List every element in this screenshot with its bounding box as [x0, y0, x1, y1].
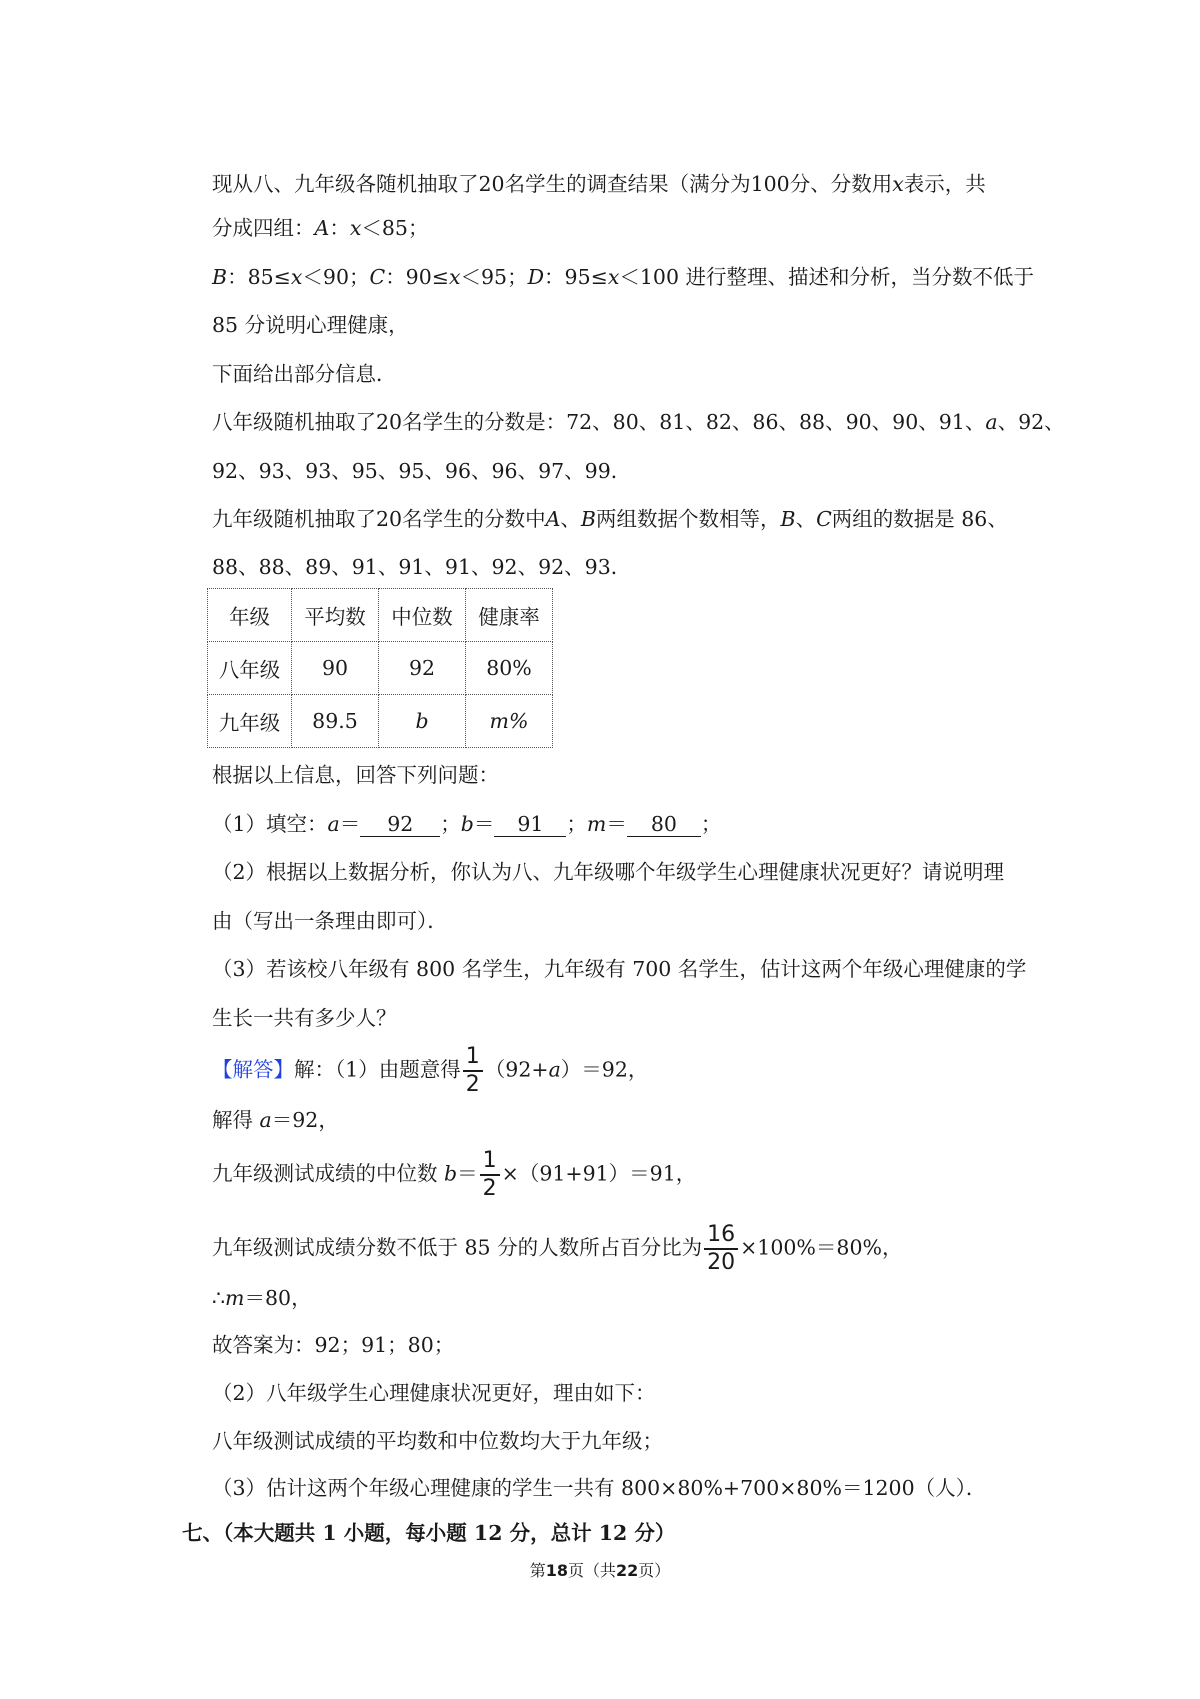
- table-header-cell: 中位数: [379, 589, 466, 642]
- fraction-half: $\frac{1}{2}$: [463, 1046, 483, 1096]
- solution-step-6: 故答案为：92；91；80；: [212, 1333, 455, 1357]
- stats-table: [207, 588, 553, 748]
- intro-line-4: 85 分说明心理健康，: [212, 313, 409, 337]
- answer-b-blank: 91: [494, 812, 566, 837]
- table-cell: m%: [466, 695, 553, 748]
- table-cell: b: [379, 695, 466, 748]
- questions-lead: 根据以上信息，回答下列问题：: [212, 763, 499, 787]
- page-number: 18: [545, 1561, 568, 1580]
- table-cell: 80%: [466, 642, 553, 695]
- section-title: 七、（本大题共 1 小题，每小题 12 分，总计 12 分）: [182, 1521, 676, 1545]
- grade9-scores-line-2: 88、88、89、91、91、91、92、92、93．: [212, 555, 632, 579]
- table-cell: 90: [292, 642, 379, 695]
- table-row: [208, 642, 553, 695]
- answer-a-blank: 92: [360, 812, 440, 837]
- page-total: 22: [616, 1561, 639, 1580]
- solution-step-5: ∴m＝80，: [212, 1286, 312, 1310]
- intro-line-5: 下面给出部分信息．: [212, 362, 397, 386]
- fraction-16-20: $\frac{16}{20}$: [704, 1224, 738, 1274]
- question-3-line-2: 生长一共有多少人？: [212, 1006, 397, 1030]
- intro-line-1: 现从八、九年级各随机抽取了20名学生的调查结果（满分为100分、分数用x表示，共: [212, 172, 986, 196]
- grade8-scores-line-2: 92、93、93、95、95、96、96、97、99．: [212, 459, 632, 483]
- solution-step-3: 九年级测试成绩的中位数 b＝ $\frac{1}{2}$ ×（91+91）＝91，: [212, 1148, 697, 1201]
- solution-tag: 【解答】: [212, 1057, 294, 1082]
- grade9-scores-line-1: 九年级随机抽取了20名学生的分数中A、B两组数据个数相等，B、C两组的数据是 86、: [212, 507, 1008, 531]
- intro-line-3: B：85≤x＜90；C：90≤x＜95；D：95≤x＜100 进行整理、描述和分析，当分数不低于: [212, 265, 1035, 289]
- solution-step-7: （2）八年级学生心理健康状况更好，理由如下：: [212, 1381, 656, 1405]
- table-header-cell: 年级: [208, 589, 292, 642]
- table-header-cell: 平均数: [292, 589, 379, 642]
- grade8-scores-line-1: 八年级随机抽取了20名学生的分数是：72、80、81、82、86、88、90、90、91、a、92、: [212, 410, 1065, 434]
- solution-step-8: 八年级测试成绩的平均数和中位数均大于九年级；: [212, 1429, 663, 1453]
- intro-line-2: 分成四组：A：x＜85；: [212, 216, 429, 240]
- answer-m-blank: 80: [627, 812, 701, 837]
- table-header-row: [208, 589, 553, 642]
- solution-step-2: 解得 a＝92，: [212, 1108, 339, 1132]
- question-2-line-2: 由（写出一条理由即可）．: [212, 909, 448, 933]
- question-2-line-1: （2）根据以上数据分析，你认为八、九年级哪个年级学生心理健康状况更好？请说明理: [212, 860, 1005, 884]
- table-cell: 92: [379, 642, 466, 695]
- table-cell: 九年级: [208, 695, 292, 748]
- table-cell: 八年级: [208, 642, 292, 695]
- solution-step-4: 九年级测试成绩分数不低于 85 分的人数所占百分比为 $\frac{16}{20}$ ×100%＝80%，: [212, 1222, 903, 1275]
- question-1: （1）填空：a＝ 92 ；b＝ 91 ；m＝ 80 ；: [212, 812, 722, 836]
- page-footer: 第18页（共22页）: [529, 1561, 671, 1580]
- table-cell: 89.5: [292, 695, 379, 748]
- fraction-half: $\frac{1}{2}$: [480, 1150, 500, 1200]
- solution-step-9: （3）估计这两个年级心理健康的学生一共有 800×80%+700×80%＝1200（人）．: [212, 1476, 987, 1500]
- table-row: [208, 695, 553, 748]
- solution-step-1: 【解答】解：（1）由题意得 $\frac{1}{2}$ （92+a）＝92，: [212, 1044, 649, 1097]
- question-3-line-1: （3）若该校八年级有 800 名学生，九年级有 700 名学生，估计这两个年级心理健康的学: [212, 957, 1027, 981]
- table-header-cell: 健康率: [466, 589, 553, 642]
